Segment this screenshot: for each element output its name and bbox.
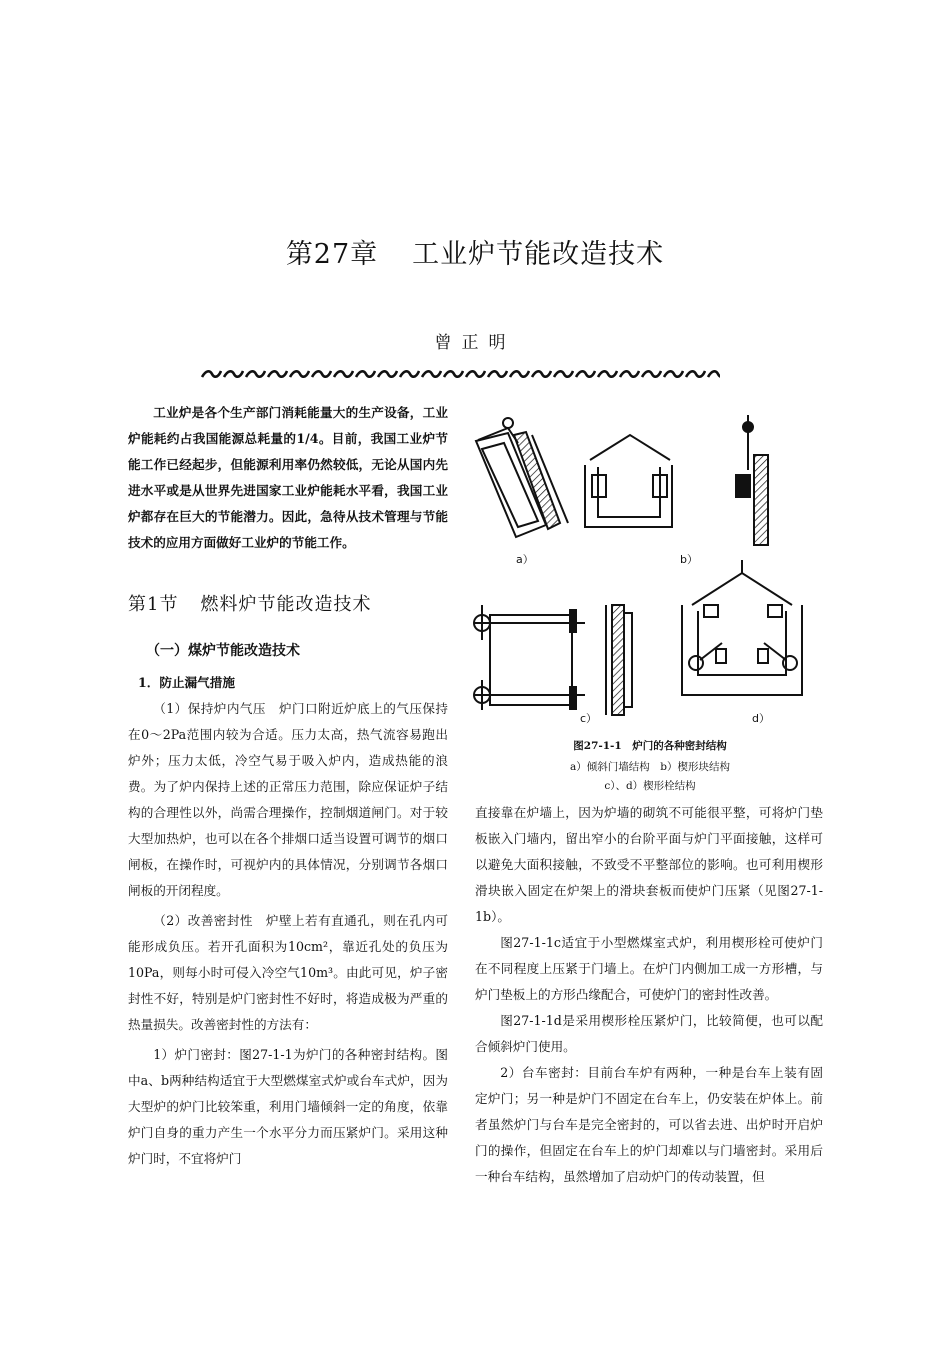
right-paragraph-3: 图27-1-1d是采用楔形栓压紧炉门，比较简便，也可以配合倾斜炉门使用。: [475, 1013, 823, 1054]
figure-label-d: d）: [752, 712, 770, 725]
figure-label-c: c）: [580, 712, 598, 725]
intro-paragraph: 工业炉是各个生产部门消耗能量大的生产设备，工业炉能耗约占我国能源总耗量的1/4。目前，我国工业炉节能工作已经起步，但能源利用率仍然较低，无论从国内先进水平或是从世界先进国家工业炉能耗水平看，我国工业炉都存在巨大的节能潜力。因此，急待从技术管理与节能技术的应用方面做好工业炉的节能工作。: [128, 405, 448, 550]
figure-c-drawing: [474, 605, 632, 715]
right-paragraph-2: 图27-1-1c适宜于小型燃煤室式炉，利用楔形栓可使炉门在不同程度上压紧于门墙上。在炉门内侧加工成一方形槽，与炉门垫板上的方形凸缘配合，可使炉门的密封性改善。: [475, 935, 823, 1002]
subsection-title: （一）煤炉节能改造技术: [146, 643, 300, 659]
paragraph-2: （2）改善密封性 炉壁上若有直通孔，则在孔内可能形成负压。若开孔面积为10cm²，靠近孔处的负压为10Pa，则每小时可侵入冷空气10m³。由此可见，炉子密封性不好，特别是炉门密封性不好时，将造成极为严重的热量损失。改善密封性的方法有：: [128, 913, 448, 1032]
figure-caption: 图27-1-1 炉门的各种密封结构: [573, 740, 727, 752]
section-number: 第1节: [128, 594, 179, 615]
chapter-number: 第27章: [285, 239, 379, 270]
left-column: [128, 400, 448, 1172]
section-title-text: 燃料炉节能改造技术: [200, 594, 372, 615]
figure-27-1-1: [460, 405, 840, 785]
right-paragraph-4: 2）台车密封：目前台车炉有两种，一种是台车上装有固定炉门；另一种是炉门不固定在台车上，仍安装在炉体上。前者虽然炉门与台车是完全密封的，可以省去进、出炉时开启炉门的操作，但固定在台车上的炉门却难以与门墙密封。采用后一种台车结构，虽然增加了启动炉门的传动装置，但: [475, 1065, 823, 1184]
figure-label-a: a）: [516, 553, 534, 566]
figure-b-drawing: [585, 415, 768, 545]
section-title: [128, 592, 448, 618]
subsubsection-title: 1．防止漏气措施: [138, 675, 235, 690]
paragraph-3: 1）炉门密封：图27-1-1为炉门的各种密封结构。图中a、b两种结构适宜于大型燃煤室式炉或台车式炉，因为大型炉的炉门比较笨重，利用门墙倾斜一定的角度，依靠炉门自身的重力产生一个水平分力而压紧炉门。采用这种炉门时，不宜将炉门: [128, 1047, 448, 1166]
author: 曾正明: [434, 333, 516, 353]
figure-caption-line-3: c）、d）楔形栓结构: [604, 780, 696, 792]
figure-label-b: b）: [680, 553, 698, 566]
chapter-title: [0, 232, 950, 271]
right-column: [475, 800, 823, 1190]
right-paragraph-1: 直接靠在炉墙上，因为炉墙的砌筑不可能很平整，可将炉门垫板嵌入门墙内，留出窄小的台阶平面与炉门平面接触，这样可以避免大面积接触，不致受不平整部位的影响。也可利用楔形滑块嵌入固定在炉架上的滑块套板而使炉门压紧（见图27-1-1b）。: [475, 805, 823, 924]
paragraph-1: （1）保持炉内气压 炉门口附近炉底上的气压保持在0～2Pa范围内较为合适。压力太高，热气流容易跑出炉外；压力太低，冷空气易于吸入炉内，造成热能的浪费。为了炉内保持上述的正常压力范围，除应保证炉子结构的合理性以外，尚需合理操作，控制烟道闸门。对于较大型加热炉，也可以在各个排烟口适当设置可调节的烟口闸板，在操作时，可视炉内的具体情况，分别调节各烟口闸板的开闭程度。: [128, 701, 448, 898]
ornament-divider: [200, 367, 720, 381]
figure-a-drawing: [476, 418, 568, 537]
figure-d-drawing: [682, 560, 802, 695]
chapter-title-text: 工业炉节能改造技术: [412, 239, 665, 270]
figure-caption-line-2: a）倾斜门墙结构 b）楔形块结构: [570, 761, 730, 773]
